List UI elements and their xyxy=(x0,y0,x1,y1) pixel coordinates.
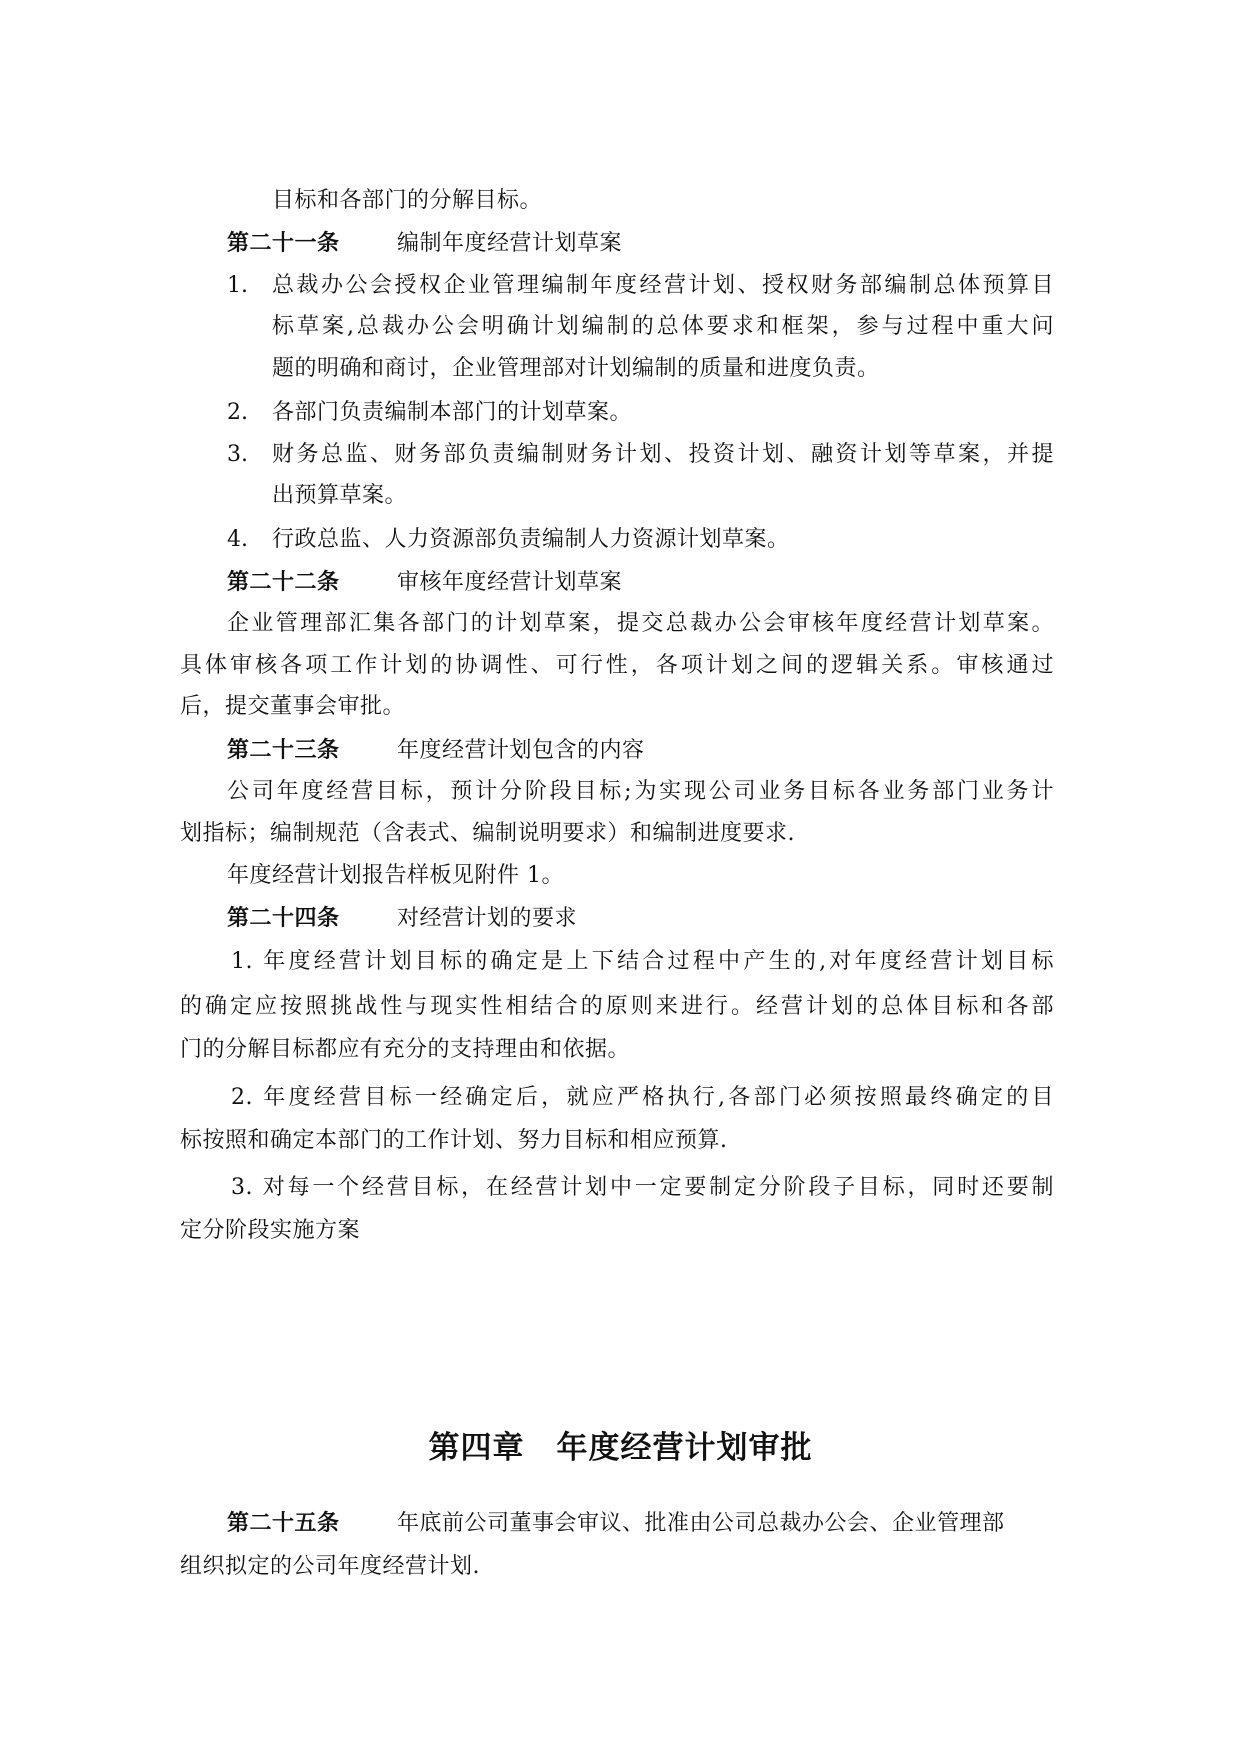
article-24-header xyxy=(227,903,577,934)
paragraph-line: 后，提交董事会审批。 xyxy=(180,694,406,719)
list-number: 2. xyxy=(227,400,248,425)
list-item-line: 总裁办公会授权企业管理编制年度经营计划、授权财务部编制总体预算目 xyxy=(272,273,1054,298)
list-item-line: 行政总监、人力资源部负责编制人力资源计划草案。 xyxy=(272,527,790,552)
article-number: 第二十一条 xyxy=(227,230,340,256)
list-item-line: 财务总监、财务部负责编制财务计划、投资计划、融资计划等草案，并提 xyxy=(272,442,1054,467)
paragraph-line: 2. 年度经营目标一经确定后，就应严格执行,各部门必须按照最终确定的目 xyxy=(231,1085,1054,1110)
paragraph-line: 公司年度经营目标，预计分阶段目标;为实现公司业务目标各业务部门业务计 xyxy=(227,779,1054,804)
article-heading: 审核年度经营计划草案 xyxy=(397,570,623,595)
article-heading: 编制年度经营计划草案 xyxy=(397,231,623,256)
article-number: 第二十三条 xyxy=(227,737,340,763)
article-23-header xyxy=(227,735,645,766)
paragraph-line: 门的分解目标都应有充分的支持理由和依据。 xyxy=(180,1037,631,1062)
list-number: 1. xyxy=(227,273,248,298)
article-number: 第二十四条 xyxy=(227,905,340,931)
paragraph-line: 的确定应按照挑战性与现实性相结合的原则来进行。经营计划的总体目标和各部 xyxy=(180,994,1054,1019)
paragraph-line: 标按照和确定本部门的工作计划、努力目标和相应预算. xyxy=(180,1128,728,1153)
list-item-line: 出预算草案。 xyxy=(272,483,408,508)
article-heading: 年度经营计划包含的内容 xyxy=(397,738,645,763)
paragraph-line: 企业管理部汇集各部门的计划草案，提交总裁办公会审核年度经营计划草案。 xyxy=(227,611,1054,636)
paragraph-line: 划指标；编制规范（含表式、编制说明要求）和编制进度要求. xyxy=(180,821,795,846)
article-number: 第二十二条 xyxy=(227,569,340,595)
paragraph-line: 3. 对每一个经营目标，在经营计划中一定要制定分阶段子目标，同时还要制 xyxy=(231,1175,1054,1200)
paragraph-line: 年度经营计划报告样板见附件 1。 xyxy=(227,863,564,888)
paragraph-line: 具体审核各项工作计划的协调性、可行性，各项计划之间的逻辑关系。审核通过 xyxy=(180,653,1054,678)
article-25-header xyxy=(227,1508,1054,1539)
paragraph-line: 组织拟定的公司年度经营计划. xyxy=(180,1554,480,1579)
paragraph-line: 目标和各部门的分解目标。 xyxy=(272,188,543,213)
paragraph-line: 1. 年度经营计划目标的确定是上下结合过程中产生的,对年度经营计划目标 xyxy=(231,949,1054,974)
list-item-line: 各部门负责编制本部门的计划草案。 xyxy=(272,400,633,425)
list-number: 3. xyxy=(227,442,248,467)
article-heading: 年底前公司董事会审议、批准由公司总裁办公会、企业管理部 xyxy=(397,1511,1005,1536)
list-number: 4. xyxy=(227,527,248,552)
list-item-line: 标草案,总裁办公会明确计划编制的总体要求和框架，参与过程中重大问 xyxy=(272,314,1054,339)
article-21-header xyxy=(227,228,622,259)
article-22-header xyxy=(227,567,622,598)
chapter-heading: 第四章 年度经营计划审批 xyxy=(428,1430,813,1466)
list-item-line: 题的明确和商讨，企业管理部对计划编制的质量和进度负责。 xyxy=(272,356,880,381)
paragraph-line: 定分阶段实施方案 xyxy=(180,1218,361,1243)
article-heading: 对经营计划的要求 xyxy=(397,906,578,931)
article-number: 第二十五条 xyxy=(227,1510,340,1536)
